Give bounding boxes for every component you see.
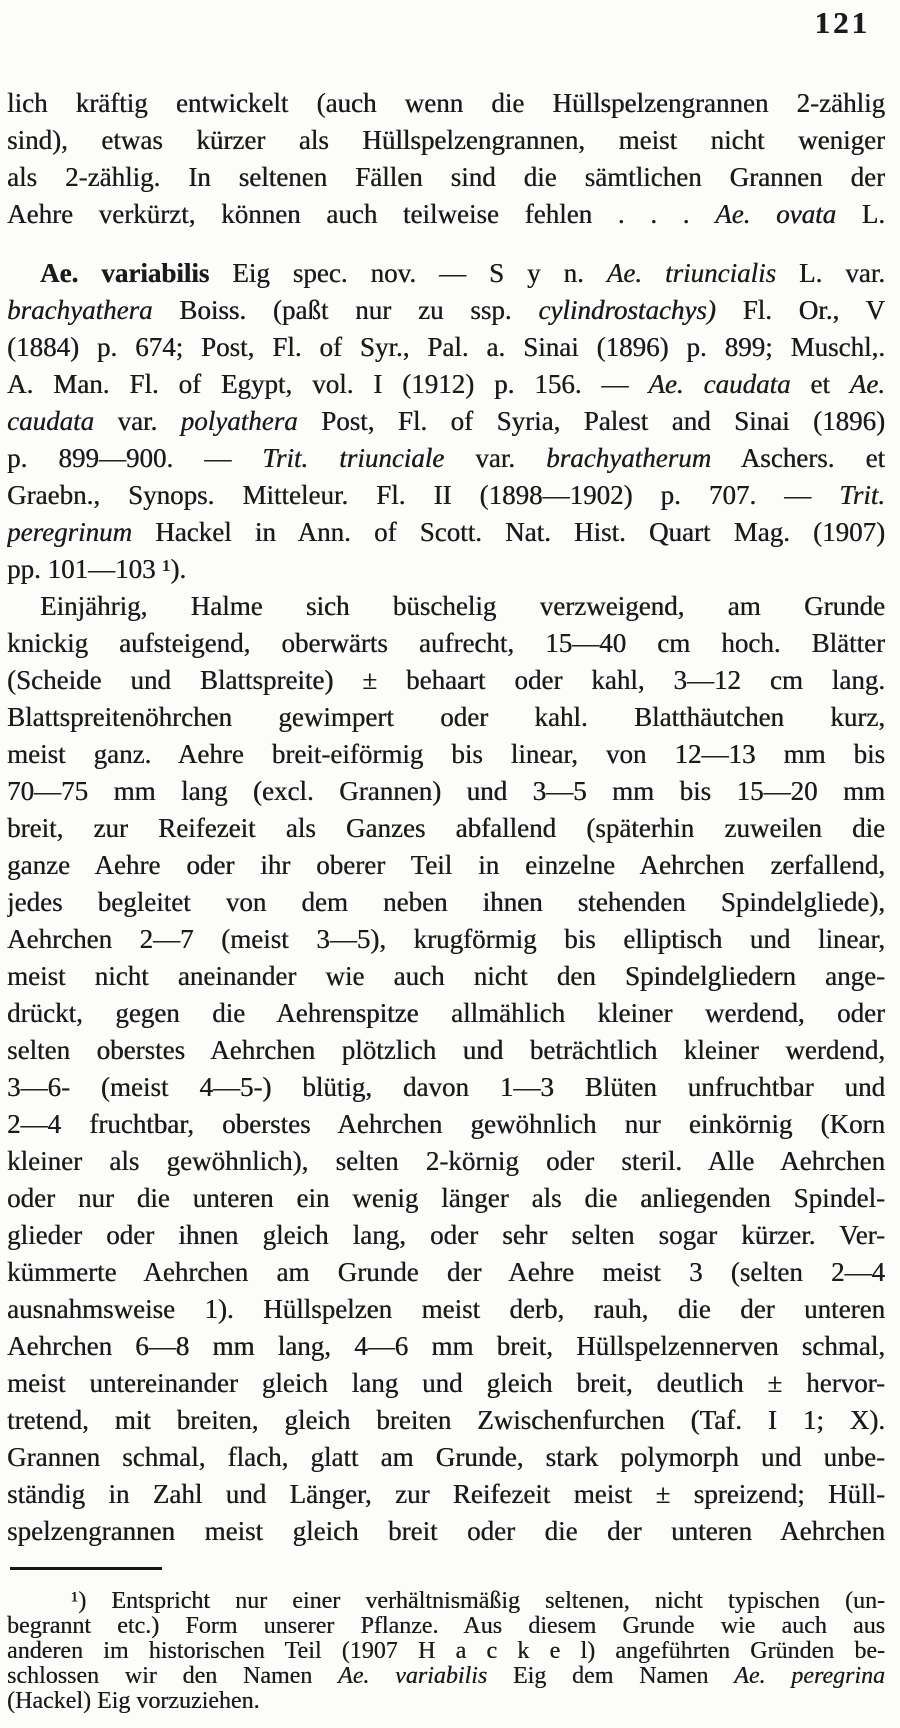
text-run: Eig dem Namen	[487, 1664, 735, 1689]
text-line	[7, 1365, 885, 1402]
text-run: L. var.	[776, 258, 885, 288]
text-line	[7, 292, 885, 329]
text-line	[7, 1180, 885, 1217]
text-line	[7, 1589, 885, 1614]
species-name-italic: Ae. caudata	[648, 369, 791, 399]
text-line	[7, 403, 885, 440]
text-run: glieder oder ihnen gleich lang, oder sehr selten sogar kürzer. Ver-	[7, 1220, 885, 1250]
text-line	[7, 440, 885, 477]
text-run: lich kräftig entwickelt (auch wenn die Hüllspelzengrannen 2-zählig	[7, 88, 885, 118]
text-line	[7, 1476, 885, 1513]
text-run: knickig aufsteigend, oberwärts aufrecht, 15—40 cm hoch. Blätter	[7, 628, 885, 658]
species-name-italic: Ae.	[849, 369, 885, 399]
text-line	[7, 1689, 885, 1714]
text-line	[7, 921, 885, 958]
text-run: kleiner als gewöhnlich), selten 2-körnig oder steril. Alle Aehrchen	[7, 1146, 885, 1176]
text-run: drückt, gegen die Aehrenspitze allmählich kleiner werdend, oder	[7, 998, 885, 1028]
species-name-italic: Ae. variabilis	[338, 1664, 488, 1689]
text-line	[7, 255, 885, 292]
text-run: tretend, mit breiten, gleich breiten Zwischenfurchen (Taf. I 1; X).	[7, 1405, 885, 1435]
species-name-italic: brachyatherum	[546, 443, 712, 473]
text-line	[7, 1402, 885, 1439]
species-name-italic: caudata	[7, 406, 94, 436]
text-run: A. Man. Fl. of Egypt, vol. I (1912) p. 156. —	[7, 369, 649, 399]
text-run: als 2-zählig. In seltenen Fällen sind die sämtlichen Grannen der	[7, 162, 885, 192]
text-run: schlossen wir den Namen	[7, 1664, 339, 1689]
text-run: oder nur die unteren ein wenig länger als die anliegenden Spindel-	[7, 1183, 885, 1213]
text-run: jedes begleitet von dem neben ihnen stehenden Spindelgliede),	[7, 887, 885, 917]
text-run: Grannen schmal, flach, glatt am Grunde, stark polymorph und unbe-	[7, 1442, 885, 1472]
text-run: Fl. Or., V	[715, 295, 885, 325]
text-line	[7, 196, 885, 233]
text-run: Aschers. et	[711, 443, 885, 473]
text-run: kümmerte Aehrchen am Grunde der Aehre meist 3 (selten 2—4	[7, 1257, 885, 1287]
text-line	[7, 1069, 885, 1106]
text-line	[7, 1513, 885, 1550]
text-run: meist nicht aneinander wie auch nicht den Spindelgliedern ange-	[7, 961, 885, 991]
text-line	[7, 122, 885, 159]
species-name-italic: brachyathera	[7, 295, 153, 325]
text-run: meist untereinander gleich lang und gleich breit, deutlich ± hervor-	[7, 1368, 885, 1398]
main-text-block	[7, 85, 885, 1550]
text-run: (Hackel) Eig vorzuziehen.	[7, 1689, 260, 1714]
text-run: meist ganz. Aehre breit-eiförmig bis linear, von 12—13 mm bis	[7, 739, 885, 769]
text-line	[7, 366, 885, 403]
paragraph-continuation	[7, 85, 885, 233]
text-run: Boiss. (paßt nur zu ssp.	[152, 295, 539, 325]
text-line	[7, 1217, 885, 1254]
text-run: breit, zur Reifezeit als Ganzes abfallend (späterhin zuweilen die	[7, 813, 885, 843]
text-run: selten oberstes Aehrchen plötzlich und beträchtlich kleiner werdend,	[7, 1035, 885, 1065]
text-line	[7, 958, 885, 995]
text-line	[7, 329, 885, 366]
species-name-italic: polyathera	[180, 406, 298, 436]
text-line	[7, 1291, 885, 1328]
text-run: 3—6- (meist 4—5-) blütig, davon 1—3 Blüten unfruchtbar und	[7, 1072, 885, 1102]
text-line	[7, 85, 885, 122]
text-line	[7, 477, 885, 514]
paragraph-description	[7, 588, 885, 1550]
text-run: Einjährig, Halme sich büschelig verzweigend, am Grunde	[40, 591, 885, 621]
text-run: L.	[836, 199, 885, 229]
text-run: (1884) p. 674; Post, Fl. of Syr., Pal. a. Sinai (1896) p. 899; Muschl,.	[7, 332, 885, 362]
text-line	[7, 1254, 885, 1291]
text-line	[7, 847, 885, 884]
text-line	[7, 551, 885, 588]
text-run: ¹) Entspricht nur einer verhältnismäßig seltenen, nicht typischen (un-	[71, 1589, 885, 1614]
text-run: et	[790, 369, 850, 399]
text-line	[7, 699, 885, 736]
footnote-block	[7, 1589, 885, 1714]
species-name-italic: Ae. peregrina	[734, 1664, 885, 1689]
species-name-bold: Ae. variabilis	[40, 258, 210, 288]
text-run: Aehrchen 2—7 (meist 3—5), krugförmig bis elliptisch und linear,	[7, 924, 885, 954]
text-run: sind), etwas kürzer als Hüllspelzengrannen, meist nicht weniger	[7, 125, 885, 155]
text-run: 2—4 fruchtbar, oberstes Aehrchen gewöhnlich nur einkörnig (Korn	[7, 1109, 885, 1139]
species-name-italic: Trit. triunciale	[262, 443, 445, 473]
paragraph-synonymy	[7, 255, 885, 588]
text-run: Blattspreitenöhrchen gewimpert oder kahl. Blatthäutchen kurz,	[7, 702, 885, 732]
text-run: spelzengrannen meist gleich breit oder die der unteren Aehrchen	[7, 1516, 885, 1546]
page-number: 121	[814, 5, 870, 40]
text-run: (Scheide und Blattspreite) ± behaart oder kahl, 3—12 cm lang.	[7, 665, 885, 695]
text-run: ausnahmsweise 1). Hüllspelzen meist derb, rauh, die der unteren	[7, 1294, 885, 1324]
text-run: pp. 101—103 ¹).	[7, 554, 187, 584]
text-line	[7, 1639, 885, 1664]
text-run: ganze Aehre oder ihr oberer Teil in einzelne Aehrchen zerfallend,	[7, 850, 885, 880]
species-name-italic: peregrinum	[7, 517, 132, 547]
text-line	[7, 1439, 885, 1476]
footnote-separator-rule	[10, 1567, 162, 1570]
text-line	[7, 773, 885, 810]
species-name-italic: Trit.	[839, 480, 885, 510]
text-line	[7, 1664, 885, 1689]
text-line	[7, 810, 885, 847]
text-run: Aehrchen 6—8 mm lang, 4—6 mm breit, Hüllspelzennerven schmal,	[7, 1331, 885, 1361]
species-name-italic: Ae. triuncialis	[606, 258, 777, 288]
text-line	[7, 1614, 885, 1639]
text-run: p. 899—900. —	[7, 443, 263, 473]
text-line	[7, 625, 885, 662]
text-line	[7, 1143, 885, 1180]
text-run: begrannt etc.) Form unserer Pflanze. Aus diesem Grunde wie auch aus	[7, 1614, 885, 1639]
text-run: var.	[444, 443, 547, 473]
text-run: Eig spec. nov. — S y n.	[209, 258, 607, 288]
text-line	[7, 1106, 885, 1143]
text-run: Aehre verkürzt, können auch teilweise fehlen . . .	[7, 199, 716, 229]
text-run: Graebn., Synops. Mitteleur. Fl. II (1898—1902) p. 707. —	[7, 480, 840, 510]
text-run: 70—75 mm lang (excl. Grannen) und 3—5 mm bis 15—20 mm	[7, 776, 885, 806]
text-run: Post, Fl. of Syria, Palest and Sinai (1896)	[297, 406, 885, 436]
text-line	[7, 588, 885, 625]
text-line	[7, 1032, 885, 1069]
text-run: var.	[94, 406, 181, 436]
species-name-italic: Ae. ovata	[715, 199, 837, 229]
text-run: ständig in Zahl und Länger, zur Reifezeit meist ± spreizend; Hüll-	[7, 1479, 885, 1509]
text-line	[7, 995, 885, 1032]
text-run: anderen im historischen Teil (1907 H a c k e l) angeführten Gründen be-	[7, 1639, 885, 1664]
text-run: Hackel in Ann. of Scott. Nat. Hist. Quart Mag. (1907)	[131, 517, 885, 547]
text-line	[7, 514, 885, 551]
text-line	[7, 159, 885, 196]
text-line	[7, 662, 885, 699]
text-line	[7, 1328, 885, 1365]
species-name-italic: cylindrostachys)	[538, 295, 716, 325]
text-line	[7, 736, 885, 773]
text-line	[7, 884, 885, 921]
